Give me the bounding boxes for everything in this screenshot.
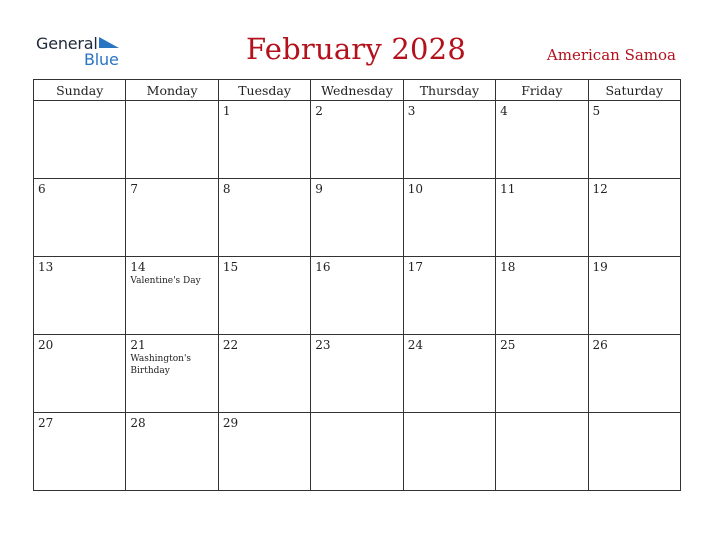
day-cell	[496, 179, 588, 257]
week-row	[34, 335, 681, 413]
week-row	[34, 101, 681, 179]
day-cell	[403, 257, 495, 335]
day-cell	[126, 101, 218, 179]
day-cell	[34, 413, 126, 491]
day-number: 23	[315, 338, 331, 352]
week-row	[34, 257, 681, 335]
day-cell	[218, 413, 310, 491]
day-cell	[126, 257, 218, 335]
region-name: American Samoa	[546, 46, 676, 64]
day-cell	[311, 179, 403, 257]
day-cell	[126, 335, 218, 413]
day-cell	[218, 101, 310, 179]
weekday-saturday: Saturday	[588, 80, 680, 101]
day-cell	[496, 101, 588, 179]
day-cell	[403, 413, 495, 491]
day-cell	[588, 335, 680, 413]
logo-text-general: General	[36, 34, 98, 53]
day-cell	[403, 179, 495, 257]
day-cell	[496, 257, 588, 335]
day-cell	[126, 413, 218, 491]
day-cell	[218, 257, 310, 335]
holiday-label: Washington's Birthday	[130, 354, 192, 376]
page-title: February 2028	[246, 32, 466, 66]
weekday-monday: Monday	[126, 80, 218, 101]
calendar-grid	[33, 79, 681, 491]
weekday-header-row	[34, 80, 681, 101]
day-number: 4	[500, 104, 508, 118]
day-number: 5	[592, 104, 601, 118]
day-number: 25	[500, 338, 516, 352]
day-number: 3	[407, 104, 416, 118]
day-number: 11	[500, 182, 516, 196]
weekday-tuesday: Tuesday	[218, 80, 310, 101]
day-number: 9	[315, 182, 323, 196]
day-number: 15	[222, 260, 239, 274]
day-cell	[311, 335, 403, 413]
day-cell	[588, 101, 680, 179]
day-cell	[588, 257, 680, 335]
day-cell	[588, 413, 680, 491]
day-cell	[218, 335, 310, 413]
weekday-friday: Friday	[496, 80, 588, 101]
day-cell	[126, 179, 218, 257]
day-number: 24	[407, 338, 423, 352]
day-cell	[403, 101, 495, 179]
day-cell	[311, 257, 403, 335]
day-cell	[588, 179, 680, 257]
day-number: 17	[407, 260, 423, 274]
day-number: 7	[130, 182, 139, 196]
day-number: 20	[38, 338, 54, 352]
week-row	[34, 413, 681, 491]
day-number: 19	[592, 260, 608, 274]
day-number: 29	[222, 416, 239, 430]
day-number: 6	[38, 182, 46, 196]
day-cell	[34, 257, 126, 335]
day-cell	[311, 101, 403, 179]
day-number: 12	[592, 182, 608, 196]
week-row	[34, 179, 681, 257]
holiday-label: Valentine's Day	[130, 276, 201, 286]
logo-text-blue: Blue	[84, 50, 119, 69]
day-number: 16	[315, 260, 331, 274]
day-number: 21	[130, 338, 146, 352]
day-cell	[496, 413, 588, 491]
day-number: 22	[222, 338, 239, 352]
weekday-sunday: Sunday	[34, 80, 126, 101]
day-cell	[496, 335, 588, 413]
day-cell	[403, 335, 495, 413]
day-number: 18	[500, 260, 516, 274]
day-number: 10	[407, 182, 423, 196]
day-cell	[34, 179, 126, 257]
day-cell	[34, 101, 126, 179]
day-number: 1	[222, 104, 231, 118]
day-number: 8	[222, 182, 231, 196]
day-number: 28	[130, 416, 146, 430]
day-cell	[311, 413, 403, 491]
day-cell	[218, 179, 310, 257]
weekday-wednesday: Wednesday	[311, 80, 403, 101]
day-cell	[34, 335, 126, 413]
day-number: 13	[38, 260, 54, 274]
day-number: 2	[315, 104, 323, 118]
day-number: 14	[130, 260, 146, 274]
day-number: 26	[592, 338, 608, 352]
day-number: 27	[38, 416, 54, 430]
weekday-thursday: Thursday	[403, 80, 495, 101]
